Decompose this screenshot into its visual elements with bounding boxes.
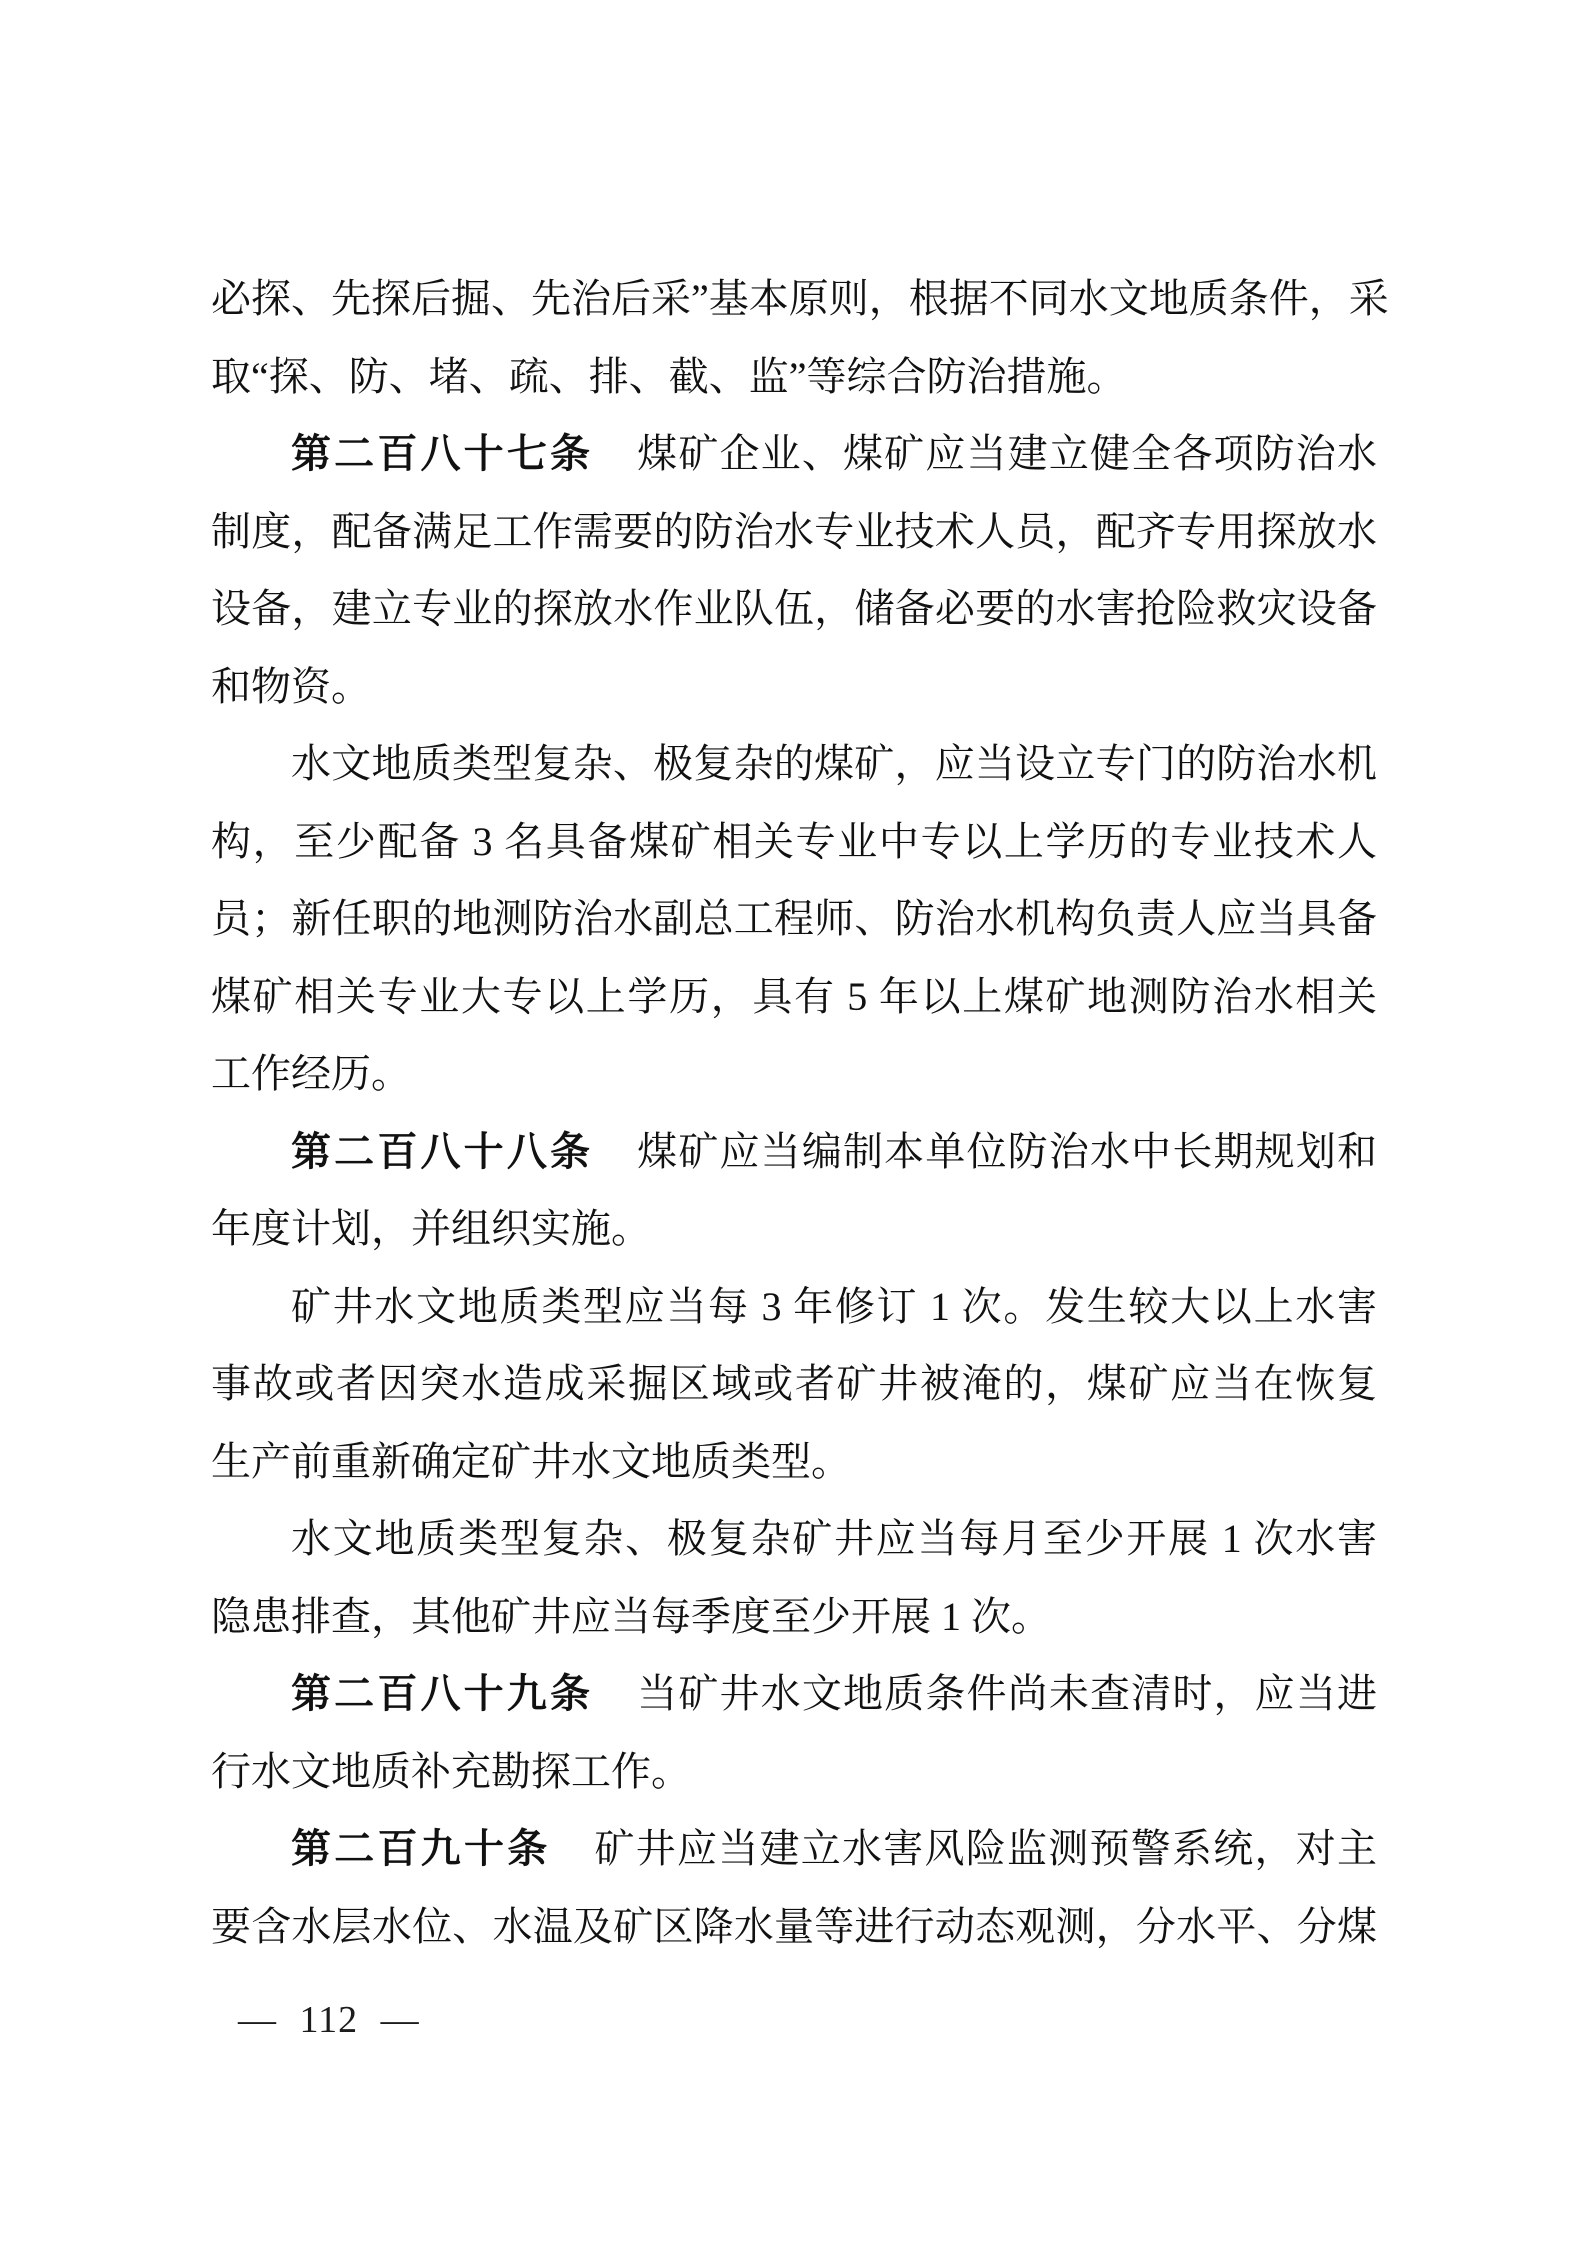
- article-288-heading-line: [211, 1113, 1377, 1191]
- text-line: 取“探、防、堵、疏、排、截、监”等综合防治措施。: [211, 353, 1127, 399]
- article-287-heading-line: [211, 415, 1377, 493]
- article-290-heading-line: [211, 1810, 1377, 1888]
- text-line: 设备，建立专业的探放水作业队伍，储备必要的水害抢险救灾设备: [211, 586, 1377, 631]
- text-line: 水文地质类型复杂、极复杂的煤矿，应当设立专门的防治水机: [291, 741, 1377, 786]
- text-line: 员；新任职的地测防治水副总工程师、防治水机构负责人应当具备: [211, 896, 1377, 941]
- text-line: 年度计划，并组织实施。: [211, 1206, 651, 1251]
- article-number: 第二百八十九条: [291, 1672, 594, 1716]
- text-line: 必探、先探后掘、先治后采”基本原则，根据不同水文地质条件，采: [211, 276, 1389, 321]
- text-line: 煤矿应当编制本单位防治水中长期规划和: [637, 1128, 1378, 1174]
- text-line: 制度，配备满足工作需要的防治水专业技术人员，配齐专用探放水: [211, 508, 1377, 554]
- text-line: 水文地质类型复杂、极复杂矿井应当每月至少开展 1 次水害: [291, 1516, 1377, 1561]
- text-line: 煤矿相关专业大专以上学历，具有 5 年以上煤矿地测防治水相关: [211, 973, 1377, 1019]
- text-line: 隐患排查，其他矿井应当每季度至少开展 1 次。: [211, 1593, 1051, 1639]
- text-line: 矿井应当建立水害风险监测预警系统，对主: [594, 1826, 1377, 1871]
- text-line: 煤矿企业、煤矿应当建立健全各项防治水: [637, 431, 1378, 476]
- text-line: 行水文地质补充勘探工作。: [211, 1748, 691, 1794]
- text-line: 工作经历。: [211, 1051, 411, 1096]
- page-number-footer: — 112 —: [238, 1999, 420, 2041]
- article-number: 第二百八十七条: [291, 432, 594, 476]
- text-line: 构，至少配备 3 名具备煤矿相关专业中专以上学历的专业技术人: [211, 818, 1377, 864]
- text-line: 要含水层水位、水温及矿区降水量等进行动态观测，分水平、分煤: [211, 1903, 1377, 1949]
- text-line: 矿井水文地质类型应当每 3 年修订 1 次。发生较大以上水害: [291, 1283, 1377, 1329]
- article-number: 第二百九十条: [291, 1827, 551, 1871]
- article-number: 第二百八十八条: [291, 1129, 594, 1174]
- article-289-heading-line: [211, 1655, 1377, 1733]
- document-body: [211, 260, 1389, 1965]
- text-line: 生产前重新确定矿井水文地质类型。: [211, 1438, 851, 1484]
- text-line: 和物资。: [211, 663, 371, 709]
- text-line: 事故或者因突水造成采掘区域或者矿井被淹的，煤矿应当在恢复: [211, 1361, 1377, 1406]
- text-line: 当矿井水文地质条件尚未查清时，应当进: [637, 1671, 1378, 1716]
